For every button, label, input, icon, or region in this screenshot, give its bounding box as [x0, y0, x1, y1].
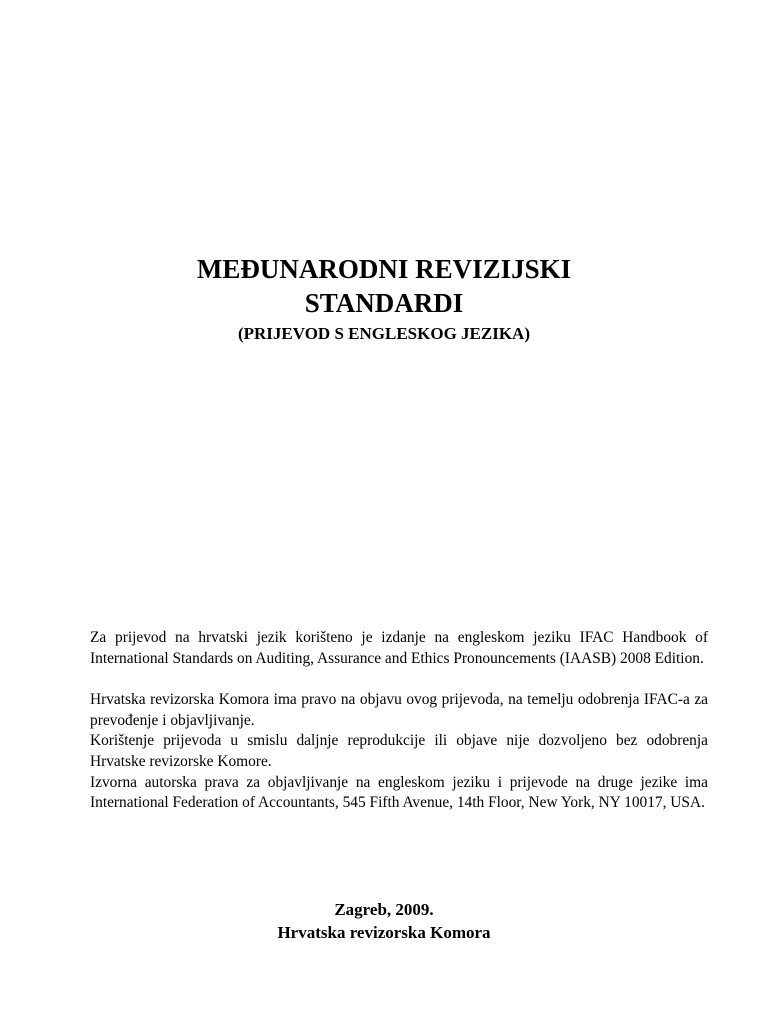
title-block	[0, 252, 768, 346]
paragraph-source-edition: Za prijevod na hrvatski jezik korišteno je izdanje na engleskom jeziku IFAC Handbook of International Standards on Auditing, Assurance and Ethics Pronouncements (IAASB) 2008 Edition.	[90, 629, 708, 667]
paragraph-spacer	[90, 669, 708, 690]
footer-block	[0, 898, 768, 944]
document-title-line-2: STANDARDI	[304, 288, 464, 318]
body-text	[90, 628, 708, 814]
paragraph-rights: Hrvatska revizorska Komora ima pravo na objavu ovog prijevoda, na temelju odobrenja IFAC-a za prevođenje i objavljivanje.	[90, 691, 708, 729]
paragraph-copyright: Izvorna autorska prava za objavljivanje na engleskom jeziku i prijevode na druge jezike ima International Federation of Accountants, 545 Fifth Avenue, 14th Floor, New York, NY 10017, USA.	[90, 773, 708, 812]
place-date: Zagreb, 2009.	[334, 900, 434, 919]
publisher-name: Hrvatska revizorska Komora	[277, 923, 491, 942]
document-title-line-1: MEĐUNARODNI REVIZIJSKI	[196, 254, 572, 284]
document-subtitle: (PRIJEVOD S ENGLESKOG JEZIKA)	[237, 324, 530, 343]
paragraph-usage: Korištenje prijevoda u smislu daljnje reprodukcije ili objave nije dozvoljeno bez odobrenja Hrvatske revizorske Komore.	[90, 732, 708, 770]
